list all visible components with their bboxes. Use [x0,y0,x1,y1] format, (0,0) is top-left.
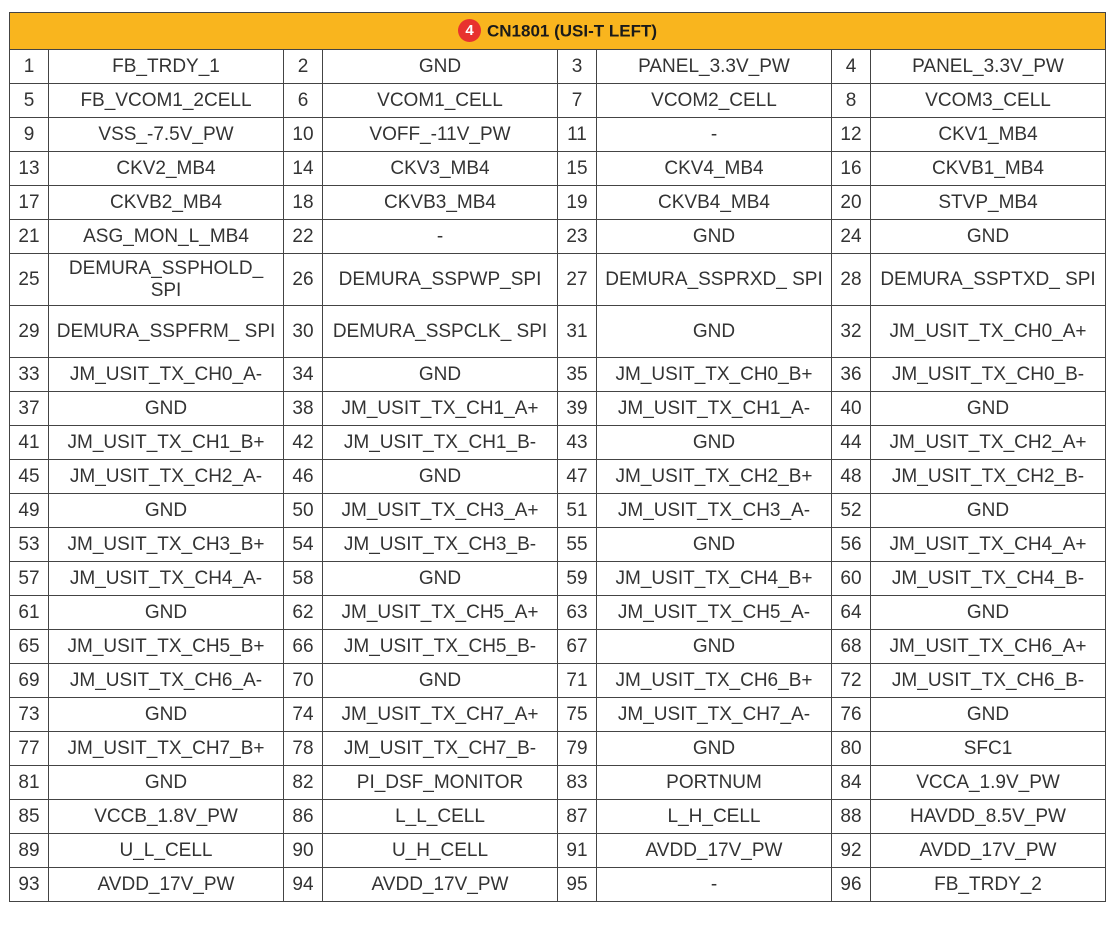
pin-number: 47 [558,460,597,494]
pin-signal: U_L_CELL [49,834,284,868]
pin-number: 31 [558,306,597,358]
table-row [10,732,1106,766]
pin-number: 74 [284,698,323,732]
table-row [10,800,1106,834]
pin-signal: ASG_MON_L_MB4 [49,220,284,254]
pin-number: 9 [10,118,49,152]
pin-number: 6 [284,84,323,118]
pin-signal: JM_USIT_TX_CH1_B+ [49,426,284,460]
pin-number: 30 [284,306,323,358]
pin-number: 20 [832,186,871,220]
pin-number: 60 [832,562,871,596]
pin-number: 94 [284,868,323,902]
pin-number: 4 [832,50,871,84]
pin-signal: JM_USIT_TX_CH4_A- [49,562,284,596]
pin-signal: JM_USIT_TX_CH1_A- [597,392,832,426]
pin-signal: CKVB3_MB4 [323,186,558,220]
pin-signal: GND [597,732,832,766]
pin-signal: VCOM2_CELL [597,84,832,118]
pin-signal: JM_USIT_TX_CH4_B- [871,562,1106,596]
pin-number: 90 [284,834,323,868]
pin-number: 68 [832,630,871,664]
pin-signal: JM_USIT_TX_CH7_B+ [49,732,284,766]
pin-signal: GND [871,698,1106,732]
pin-number: 16 [832,152,871,186]
pin-number: 23 [558,220,597,254]
pin-signal: GND [49,494,284,528]
pin-number: 44 [832,426,871,460]
pin-signal: DEMURA_SSPFRM_ SPI [49,306,284,358]
pin-signal: L_H_CELL [597,800,832,834]
table-row [10,460,1106,494]
pin-signal: PI_DSF_MONITOR [323,766,558,800]
pin-signal: CKV3_MB4 [323,152,558,186]
table-row [10,50,1106,84]
table-row [10,186,1106,220]
pin-number: 13 [10,152,49,186]
pin-signal: GND [871,494,1106,528]
pin-signal: GND [871,392,1106,426]
table-row [10,528,1106,562]
pin-signal: DEMURA_SSPWP_SPI [323,254,558,306]
pin-number: 62 [284,596,323,630]
pin-signal: JM_USIT_TX_CH4_B+ [597,562,832,596]
pin-number: 2 [284,50,323,84]
pin-signal: GND [597,220,832,254]
pin-number: 17 [10,186,49,220]
table-row [10,562,1106,596]
pin-number: 83 [558,766,597,800]
table-row [10,834,1106,868]
pin-number: 49 [10,494,49,528]
pin-signal: JM_USIT_TX_CH6_A- [49,664,284,698]
pin-number: 95 [558,868,597,902]
pin-number: 1 [10,50,49,84]
pin-signal: CKVB2_MB4 [49,186,284,220]
pin-signal: JM_USIT_TX_CH2_A+ [871,426,1106,460]
connector-title: CN1801 (USI-T LEFT) [487,21,658,40]
pin-number: 59 [558,562,597,596]
pin-signal: STVP_MB4 [871,186,1106,220]
pin-signal: JM_USIT_TX_CH5_B- [323,630,558,664]
table-row [10,868,1106,902]
pin-signal: GND [597,306,832,358]
pin-number: 51 [558,494,597,528]
pin-number: 50 [284,494,323,528]
pin-number: 57 [10,562,49,596]
table-row [10,306,1106,358]
pin-signal: AVDD_17V_PW [323,868,558,902]
pin-number: 12 [832,118,871,152]
pin-number: 56 [832,528,871,562]
pin-signal: CKV1_MB4 [871,118,1106,152]
table-row [10,152,1106,186]
pin-number: 61 [10,596,49,630]
pin-number: 75 [558,698,597,732]
pin-signal: PANEL_3.3V_PW [597,50,832,84]
pin-number: 70 [284,664,323,698]
pin-number: 73 [10,698,49,732]
pin-signal: JM_USIT_TX_CH0_B+ [597,358,832,392]
pin-signal: - [597,868,832,902]
table-row [10,630,1106,664]
pin-number: 36 [832,358,871,392]
pin-signal: VCCA_1.9V_PW [871,766,1106,800]
pin-number: 53 [10,528,49,562]
pin-number: 64 [832,596,871,630]
table-row [10,426,1106,460]
pin-number: 10 [284,118,323,152]
pin-signal: JM_USIT_TX_CH3_B- [323,528,558,562]
pin-signal: JM_USIT_TX_CH0_A+ [871,306,1106,358]
pin-number: 89 [10,834,49,868]
pin-signal: JM_USIT_TX_CH5_A- [597,596,832,630]
pin-number: 8 [832,84,871,118]
section-number-badge: 4 [458,19,481,42]
pin-signal: GND [871,220,1106,254]
pin-signal: CKVB4_MB4 [597,186,832,220]
pin-signal: JM_USIT_TX_CH1_B- [323,426,558,460]
pin-signal: GND [597,426,832,460]
pin-signal: AVDD_17V_PW [871,834,1106,868]
table-row [10,392,1106,426]
pin-number: 25 [10,254,49,306]
pin-signal: SFC1 [871,732,1106,766]
pin-signal: JM_USIT_TX_CH6_B+ [597,664,832,698]
pin-signal: JM_USIT_TX_CH6_A+ [871,630,1106,664]
table-row [10,596,1106,630]
pin-number: 76 [832,698,871,732]
pin-signal: AVDD_17V_PW [597,834,832,868]
pin-number: 5 [10,84,49,118]
pin-number: 66 [284,630,323,664]
pin-signal: GND [597,630,832,664]
pin-signal: DEMURA_SSPCLK_ SPI [323,306,558,358]
table-row [10,118,1106,152]
pin-number: 93 [10,868,49,902]
pin-signal: JM_USIT_TX_CH2_B+ [597,460,832,494]
pin-signal: U_H_CELL [323,834,558,868]
pin-signal: GND [323,664,558,698]
pin-signal: GND [597,528,832,562]
pin-number: 40 [832,392,871,426]
pin-number: 39 [558,392,597,426]
pin-number: 33 [10,358,49,392]
pin-signal: PANEL_3.3V_PW [871,50,1106,84]
table-row [10,358,1106,392]
pin-number: 84 [832,766,871,800]
pin-number: 71 [558,664,597,698]
pin-number: 58 [284,562,323,596]
table-row [10,494,1106,528]
pin-number: 80 [832,732,871,766]
pin-number: 24 [832,220,871,254]
pin-number: 77 [10,732,49,766]
pin-number: 45 [10,460,49,494]
pin-signal: GND [323,358,558,392]
pin-number: 67 [558,630,597,664]
pin-number: 79 [558,732,597,766]
pin-signal: VSS_-7.5V_PW [49,118,284,152]
pin-number: 88 [832,800,871,834]
pin-number: 19 [558,186,597,220]
pin-signal: - [597,118,832,152]
table-row [10,698,1106,732]
connector-title-bar [10,13,1106,50]
pin-signal: VOFF_-11V_PW [323,118,558,152]
pin-signal: DEMURA_SSPHOLD_ SPI [49,254,284,306]
pin-signal: FB_VCOM1_2CELL [49,84,284,118]
pin-signal: HAVDD_8.5V_PW [871,800,1106,834]
table-row [10,766,1106,800]
pin-signal: GND [49,596,284,630]
pin-number: 3 [558,50,597,84]
pin-number: 69 [10,664,49,698]
pin-number: 37 [10,392,49,426]
pin-number: 54 [284,528,323,562]
pinout-table [9,12,1106,902]
pin-signal: JM_USIT_TX_CH2_B- [871,460,1106,494]
pin-number: 87 [558,800,597,834]
pin-number: 34 [284,358,323,392]
pin-signal: PORTNUM [597,766,832,800]
pin-signal: JM_USIT_TX_CH7_A- [597,698,832,732]
pin-signal: GND [49,392,284,426]
pin-number: 11 [558,118,597,152]
pin-number: 41 [10,426,49,460]
pin-signal: CKV2_MB4 [49,152,284,186]
pin-number: 32 [832,306,871,358]
pin-number: 22 [284,220,323,254]
pin-number: 29 [10,306,49,358]
pin-signal: VCOM1_CELL [323,84,558,118]
pin-signal: JM_USIT_TX_CH5_A+ [323,596,558,630]
pin-signal: JM_USIT_TX_CH6_B- [871,664,1106,698]
pin-signal: CKV4_MB4 [597,152,832,186]
pin-number: 52 [832,494,871,528]
pin-number: 55 [558,528,597,562]
pin-signal: GND [323,562,558,596]
table-header-row [10,13,1106,50]
pin-number: 81 [10,766,49,800]
pin-number: 35 [558,358,597,392]
pin-signal: GND [871,596,1106,630]
pin-signal: JM_USIT_TX_CH7_B- [323,732,558,766]
pin-number: 42 [284,426,323,460]
pin-signal: JM_USIT_TX_CH3_A- [597,494,832,528]
table-row [10,84,1106,118]
pin-number: 14 [284,152,323,186]
pin-number: 96 [832,868,871,902]
pin-number: 26 [284,254,323,306]
pin-signal: FB_TRDY_2 [871,868,1106,902]
pin-number: 48 [832,460,871,494]
pin-signal: AVDD_17V_PW [49,868,284,902]
table-row [10,220,1106,254]
pin-signal: JM_USIT_TX_CH2_A- [49,460,284,494]
pin-number: 46 [284,460,323,494]
table-row [10,664,1106,698]
pin-number: 72 [832,664,871,698]
pin-signal: DEMURA_SSPTXD_ SPI [871,254,1106,306]
table-row [10,254,1106,306]
pin-number: 82 [284,766,323,800]
pin-signal: GND [323,50,558,84]
pin-signal: DEMURA_SSPRXD_ SPI [597,254,832,306]
pin-signal: FB_TRDY_1 [49,50,284,84]
pin-signal: JM_USIT_TX_CH5_B+ [49,630,284,664]
pin-signal: VCOM3_CELL [871,84,1106,118]
pin-number: 7 [558,84,597,118]
pin-signal: JM_USIT_TX_CH3_A+ [323,494,558,528]
pin-number: 18 [284,186,323,220]
pin-number: 28 [832,254,871,306]
pin-signal: CKVB1_MB4 [871,152,1106,186]
pin-number: 65 [10,630,49,664]
pin-number: 27 [558,254,597,306]
pinout-table-container [9,12,1105,902]
pin-number: 38 [284,392,323,426]
pin-signal: JM_USIT_TX_CH1_A+ [323,392,558,426]
pin-number: 15 [558,152,597,186]
pin-signal: VCCB_1.8V_PW [49,800,284,834]
pin-signal: GND [49,766,284,800]
pin-signal: GND [49,698,284,732]
pin-signal: JM_USIT_TX_CH0_A- [49,358,284,392]
pin-number: 85 [10,800,49,834]
pin-signal: JM_USIT_TX_CH3_B+ [49,528,284,562]
pin-number: 78 [284,732,323,766]
pin-signal: L_L_CELL [323,800,558,834]
pin-number: 86 [284,800,323,834]
pin-signal: JM_USIT_TX_CH4_A+ [871,528,1106,562]
pinout-table-body [10,50,1106,902]
pin-signal: - [323,220,558,254]
pin-number: 63 [558,596,597,630]
pin-signal: JM_USIT_TX_CH0_B- [871,358,1106,392]
pin-signal: JM_USIT_TX_CH7_A+ [323,698,558,732]
pin-signal: GND [323,460,558,494]
pin-number: 92 [832,834,871,868]
pin-number: 43 [558,426,597,460]
pin-number: 21 [10,220,49,254]
pin-number: 91 [558,834,597,868]
